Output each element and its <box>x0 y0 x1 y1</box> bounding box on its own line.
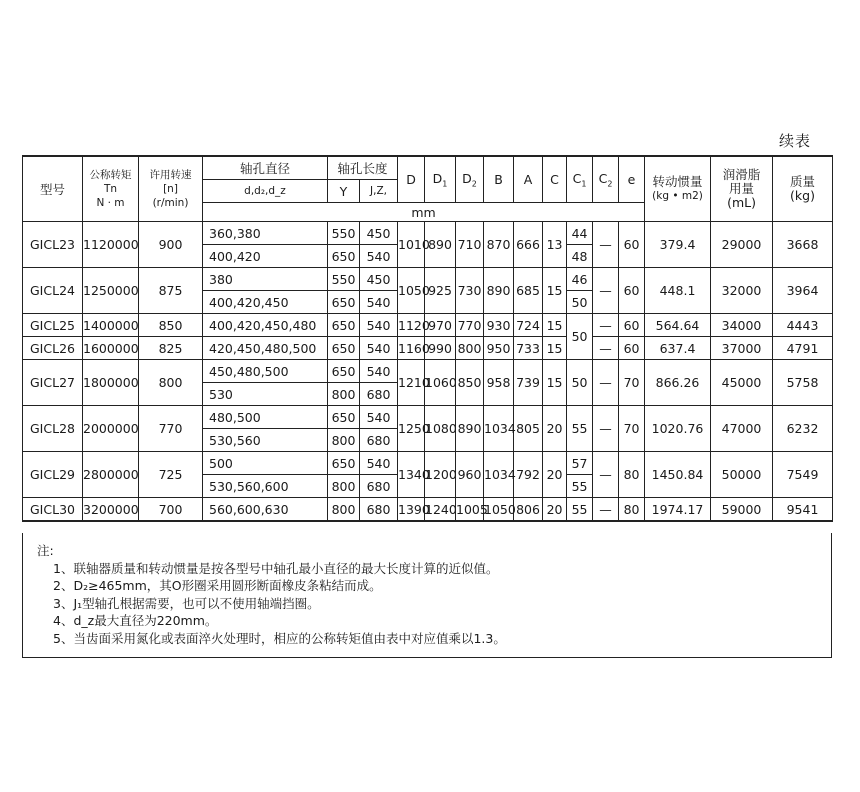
j-cell: 540 <box>360 360 398 383</box>
a-cell: 739 <box>514 360 543 406</box>
bore-cell: 450,480,500 <box>203 360 328 383</box>
b-cell: 1034 <box>484 452 514 498</box>
y-cell: 650 <box>328 245 360 268</box>
d1-cell: 990 <box>425 337 456 360</box>
j-cell: 680 <box>360 498 398 522</box>
table-row <box>23 498 833 522</box>
c-cell: 15 <box>543 314 567 337</box>
mass-cell: 3668 <box>773 222 833 268</box>
a-cell: 724 <box>514 314 543 337</box>
bore-cell: 380 <box>203 268 328 291</box>
a-cell: 685 <box>514 268 543 314</box>
header-length-j: J,Z, <box>360 180 398 203</box>
header-length-y: Y <box>328 180 360 203</box>
d2-cell: 890 <box>456 406 484 452</box>
note-item: 4、d_z最大直径为220mm。 <box>53 613 218 628</box>
d-cell: 1210 <box>398 360 425 406</box>
header-e: e <box>619 156 645 203</box>
grease-cell: 32000 <box>711 268 773 314</box>
j-cell: 540 <box>360 314 398 337</box>
notes-heading: 注: <box>37 543 54 558</box>
inertia-cell: 1450.84 <box>645 452 711 498</box>
j-cell: 540 <box>360 406 398 429</box>
header-B: B <box>484 156 514 203</box>
d-cell: 1050 <box>398 268 425 314</box>
bore-cell: 360,380 <box>203 222 328 245</box>
header-row <box>23 156 833 180</box>
y-cell: 800 <box>328 498 360 522</box>
j-cell: 540 <box>360 452 398 475</box>
table-row <box>23 337 833 360</box>
c-cell: 15 <box>543 268 567 314</box>
table-row <box>23 268 833 291</box>
d-cell: 1160 <box>398 337 425 360</box>
y-cell: 650 <box>328 314 360 337</box>
c1-cell: 50 <box>567 314 593 360</box>
note-item: 2、D₂≥465mm，其O形圈采用圆形断面橡皮条粘结而成。 <box>53 578 382 593</box>
torque-cell: 1250000 <box>83 268 139 314</box>
inertia-cell: 1974.17 <box>645 498 711 522</box>
table-row <box>23 406 833 429</box>
c1-cell: 55 <box>567 475 593 498</box>
header-D2: $D_2$ <box>456 156 484 203</box>
header-length: 轴孔长度 <box>328 156 398 180</box>
d2-cell: 960 <box>456 452 484 498</box>
grease-cell: 37000 <box>711 337 773 360</box>
inertia-cell: 448.1 <box>645 268 711 314</box>
y-cell: 650 <box>328 291 360 314</box>
j-cell: 540 <box>360 245 398 268</box>
bore-cell: 530,560,600 <box>203 475 328 498</box>
inertia-cell: 866.26 <box>645 360 711 406</box>
y-cell: 650 <box>328 406 360 429</box>
grease-cell: 45000 <box>711 360 773 406</box>
model-cell: GICL23 <box>23 222 83 268</box>
table-row <box>23 222 833 245</box>
bore-cell: 420,450,480,500 <box>203 337 328 360</box>
c2-cell: — <box>593 268 619 314</box>
c2-cell: — <box>593 222 619 268</box>
d2-cell: 1005 <box>456 498 484 522</box>
continued-label: 续表 <box>779 132 812 150</box>
a-cell: 666 <box>514 222 543 268</box>
b-cell: 950 <box>484 337 514 360</box>
c-cell: 15 <box>543 337 567 360</box>
torque-cell: 1600000 <box>83 337 139 360</box>
header-mass: 质量 (kg) <box>773 156 833 222</box>
e-cell: 60 <box>619 222 645 268</box>
speed-cell: 825 <box>139 337 203 360</box>
d1-cell: 1080 <box>425 406 456 452</box>
bore-cell: 400,420,450 <box>203 291 328 314</box>
speed-cell: 725 <box>139 452 203 498</box>
c2-cell: — <box>593 360 619 406</box>
speed-cell: 850 <box>139 314 203 337</box>
bore-cell: 400,420,450,480 <box>203 314 328 337</box>
speed-cell: 900 <box>139 222 203 268</box>
d1-cell: 925 <box>425 268 456 314</box>
c1-cell: 55 <box>567 498 593 522</box>
d-cell: 1120 <box>398 314 425 337</box>
j-cell: 680 <box>360 383 398 406</box>
d-cell: 1390 <box>398 498 425 522</box>
table-row <box>23 452 833 475</box>
c1-cell: 50 <box>567 291 593 314</box>
coupling-spec-table <box>22 155 833 522</box>
mass-cell: 9541 <box>773 498 833 522</box>
y-cell: 800 <box>328 429 360 452</box>
header-unit-mm: mm <box>203 203 645 222</box>
note-item: 3、J₁型轴孔根据需要，也可以不使用轴端挡圈。 <box>53 595 320 611</box>
grease-cell: 34000 <box>711 314 773 337</box>
a-cell: 805 <box>514 406 543 452</box>
header-D1: $D_1$ <box>425 156 456 203</box>
d2-cell: 770 <box>456 314 484 337</box>
e-cell: 60 <box>619 337 645 360</box>
torque-cell: 3200000 <box>83 498 139 522</box>
model-cell: GICL26 <box>23 337 83 360</box>
torque-cell: 1120000 <box>83 222 139 268</box>
model-cell: GICL24 <box>23 268 83 314</box>
c-cell: 15 <box>543 360 567 406</box>
y-cell: 550 <box>328 222 360 245</box>
d1-cell: 1200 <box>425 452 456 498</box>
c1-cell: 48 <box>567 245 593 268</box>
d1-cell: 1060 <box>425 360 456 406</box>
mass-cell: 7549 <box>773 452 833 498</box>
b-cell: 930 <box>484 314 514 337</box>
y-cell: 550 <box>328 268 360 291</box>
bore-cell: 400,420 <box>203 245 328 268</box>
b-cell: 870 <box>484 222 514 268</box>
e-cell: 60 <box>619 314 645 337</box>
grease-cell: 47000 <box>711 406 773 452</box>
note-item: 5、当齿面采用氮化或表面淬火处理时，相应的公称转矩值由表中对应值乘以1.3。 <box>53 630 506 646</box>
bore-cell: 500 <box>203 452 328 475</box>
d-cell: 1340 <box>398 452 425 498</box>
c2-cell: — <box>593 337 619 360</box>
mass-cell: 4443 <box>773 314 833 337</box>
e-cell: 60 <box>619 268 645 314</box>
d-cell: 1250 <box>398 406 425 452</box>
header-bore-sub: d,d₂,d_z <box>203 180 328 203</box>
c1-cell: 55 <box>567 406 593 452</box>
bore-cell: 530,560 <box>203 429 328 452</box>
model-cell: GICL29 <box>23 452 83 498</box>
mass-cell: 3964 <box>773 268 833 314</box>
torque-cell: 2000000 <box>83 406 139 452</box>
grease-cell: 50000 <box>711 452 773 498</box>
bore-cell: 480,500 <box>203 406 328 429</box>
j-cell: 680 <box>360 475 398 498</box>
e-cell: 70 <box>619 360 645 406</box>
speed-cell: 700 <box>139 498 203 522</box>
e-cell: 80 <box>619 452 645 498</box>
torque-cell: 2800000 <box>83 452 139 498</box>
grease-cell: 59000 <box>711 498 773 522</box>
c1-cell: 44 <box>567 222 593 245</box>
header-C1: $C_1$ <box>567 156 593 203</box>
bore-cell: 530 <box>203 383 328 406</box>
c-cell: 20 <box>543 406 567 452</box>
inertia-cell: 564.64 <box>645 314 711 337</box>
speed-cell: 770 <box>139 406 203 452</box>
header-C2: $C_2$ <box>593 156 619 203</box>
j-cell: 680 <box>360 429 398 452</box>
j-cell: 450 <box>360 222 398 245</box>
header-model: 型号 <box>23 156 83 222</box>
table-row <box>23 314 833 337</box>
model-cell: GICL25 <box>23 314 83 337</box>
mass-cell: 5758 <box>773 360 833 406</box>
j-cell: 540 <box>360 337 398 360</box>
c-cell: 13 <box>543 222 567 268</box>
d1-cell: 1240 <box>425 498 456 522</box>
d1-cell: 890 <box>425 222 456 268</box>
header-torque: 公称转矩 Tn N · m <box>83 156 139 222</box>
mass-cell: 4791 <box>773 337 833 360</box>
y-cell: 650 <box>328 452 360 475</box>
y-cell: 800 <box>328 475 360 498</box>
c-cell: 20 <box>543 452 567 498</box>
c2-cell: — <box>593 498 619 522</box>
e-cell: 70 <box>619 406 645 452</box>
c1-cell: 50 <box>567 360 593 406</box>
header-grease: 润滑脂 用量 (mL) <box>711 156 773 222</box>
d-cell: 1010 <box>398 222 425 268</box>
torque-cell: 1800000 <box>83 360 139 406</box>
d2-cell: 800 <box>456 337 484 360</box>
a-cell: 733 <box>514 337 543 360</box>
c2-cell: — <box>593 452 619 498</box>
model-cell: GICL28 <box>23 406 83 452</box>
table-row <box>23 360 833 383</box>
e-cell: 80 <box>619 498 645 522</box>
b-cell: 958 <box>484 360 514 406</box>
c2-cell: — <box>593 406 619 452</box>
c-cell: 20 <box>543 498 567 522</box>
d2-cell: 730 <box>456 268 484 314</box>
d1-cell: 970 <box>425 314 456 337</box>
speed-cell: 800 <box>139 360 203 406</box>
y-cell: 800 <box>328 383 360 406</box>
y-cell: 650 <box>328 337 360 360</box>
d2-cell: 710 <box>456 222 484 268</box>
header-bore: 轴孔直径 <box>203 156 328 180</box>
y-cell: 650 <box>328 360 360 383</box>
a-cell: 792 <box>514 452 543 498</box>
j-cell: 450 <box>360 268 398 291</box>
c1-cell: 46 <box>567 268 593 291</box>
notes-section <box>22 533 832 658</box>
b-cell: 890 <box>484 268 514 314</box>
model-cell: GICL27 <box>23 360 83 406</box>
header-A: A <box>514 156 543 203</box>
speed-cell: 875 <box>139 268 203 314</box>
b-cell: 1034 <box>484 406 514 452</box>
j-cell: 540 <box>360 291 398 314</box>
inertia-cell: 1020.76 <box>645 406 711 452</box>
torque-cell: 1400000 <box>83 314 139 337</box>
d2-cell: 850 <box>456 360 484 406</box>
header-inertia: 转动惯量 (kg • m2) <box>645 156 711 222</box>
grease-cell: 29000 <box>711 222 773 268</box>
inertia-cell: 637.4 <box>645 337 711 360</box>
inertia-cell: 379.4 <box>645 222 711 268</box>
c2-cell: — <box>593 314 619 337</box>
note-item: 1、联轴器质量和转动惯量是按各型号中轴孔最小直径的最大长度计算的近似值。 <box>53 560 499 576</box>
header-C: C <box>543 156 567 203</box>
b-cell: 1050 <box>484 498 514 522</box>
model-cell: GICL30 <box>23 498 83 522</box>
bore-cell: 560,600,630 <box>203 498 328 522</box>
header-speed: 许用转速 [n] (r/min) <box>139 156 203 222</box>
a-cell: 806 <box>514 498 543 522</box>
c1-cell: 57 <box>567 452 593 475</box>
mass-cell: 6232 <box>773 406 833 452</box>
header-D: D <box>398 156 425 203</box>
